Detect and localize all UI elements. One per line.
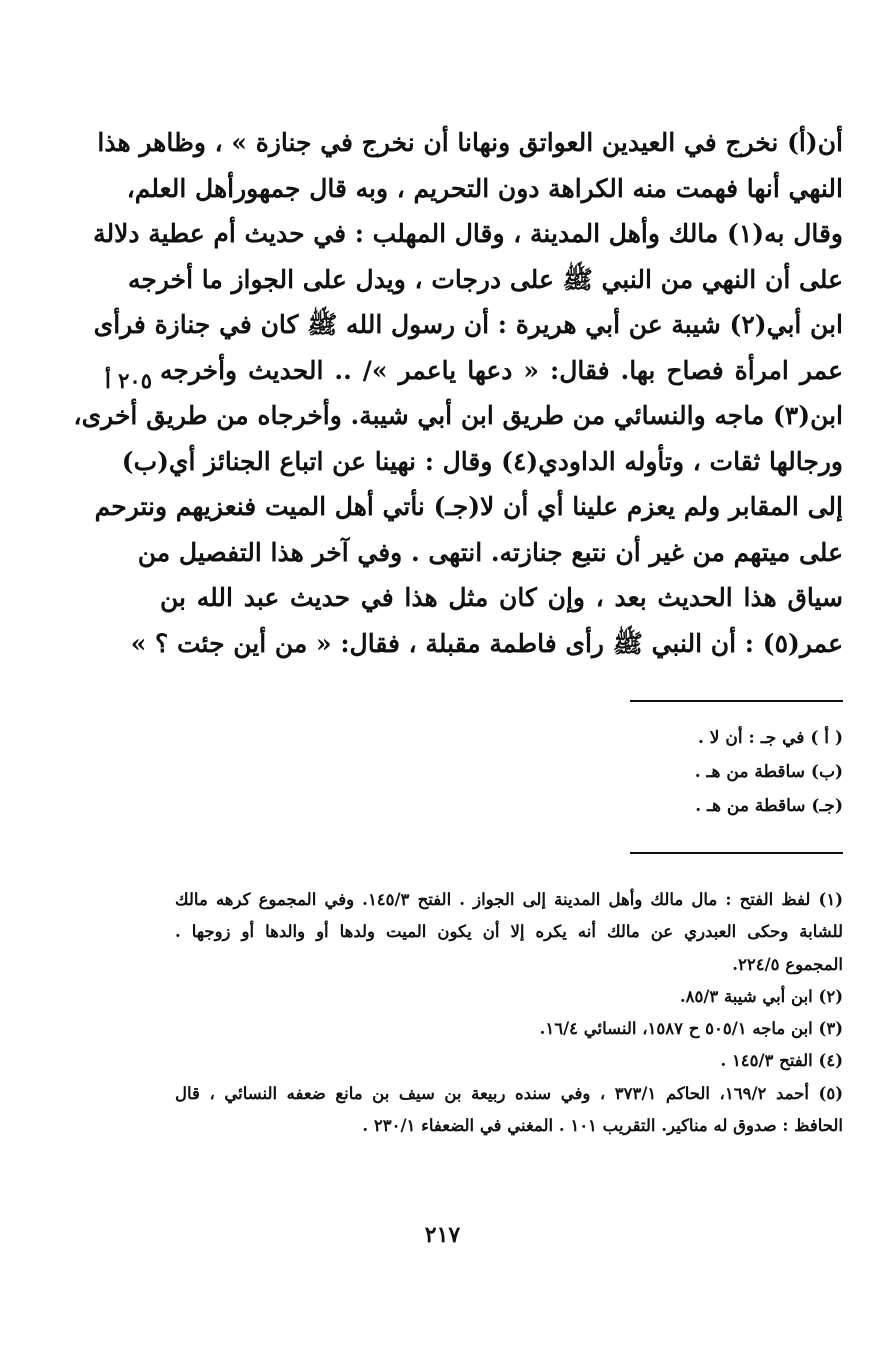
reference-footnote-line: للشابة وحكى العبدري عن مالك أنه يكره إلا أن يكون الميت ولدها أو والدها أو زوجها . (175, 922, 843, 942)
main-text-line: ابن أبي(٢) شيبة عن أبي هريرة : أن رسول الله ﷺ كان في جنازة فرأى (93, 310, 843, 339)
reference-footnotes (175, 884, 843, 1142)
variant-footnote: (ب) ساقطة من هـ . (694, 762, 843, 782)
main-text-line: على أن النهي من النبي ﷺ على درجات ، ويدل على الجواز ما أخرجه (127, 264, 843, 294)
reference-footnote-line: (١) لفظ الفتح : مال مالك وأهل المدينة إلى الجواز . الفتح ١٤٥/٣. وفي المجموع كرهه مالك (175, 890, 843, 909)
reference-footnote-line: (٥) أحمد ١٦٩/٢، الحاكم ٣٧٣/١ ، وفي سنده ربيعة بن سيف بن مانع ضعفه النسائي ، قال (175, 1083, 844, 1103)
main-text-line: ابن(٣) ماجه والنسائي من طريق ابن أبي شيبة. وأخرجاه من طريق أخرى، (73, 401, 843, 430)
variant-footnotes (500, 721, 843, 823)
main-text-line: إلى المقابر ولم يعزم علينا أي أن لا(جـ) نأتي أهل الميت فنعزيهم ونترحم (94, 492, 843, 521)
reference-footnote-line: المجموع ٢٢٤/٥. (732, 954, 843, 974)
main-text-line: عمر(٥) : أن النبي ﷺ رأى فاطمة مقبلة ، فقال: « من أين جئت ؟ » (130, 628, 843, 658)
main-text-line: وقال به(١) مالك وأهل المدينة ، وقال المهلب : في حديث أم عطية دلالة (93, 219, 843, 248)
footnote-divider (630, 852, 843, 854)
reference-footnote-line: (٢) ابن أبي شيبة ٨٥/٣. (679, 986, 843, 1006)
variant-footnote: (جـ) ساقطة من هـ . (695, 796, 843, 816)
reference-footnote-line: الحافظ : صدوق له مناكير. التقريب ١٠١ . المغني في الضعفاء ٢٣٠/١ . (362, 1116, 843, 1136)
main-text-line: سياق هذا الحديث بعد ، وإن كان مثل هذا في حديث عبد الله بن (160, 583, 843, 612)
reference-footnote-line: (٤) الفتح ١٤٥/٣ . (720, 1051, 843, 1071)
footnote-divider (630, 700, 843, 702)
main-text-line: على ميتهم من غير أن نتبع جنازته. انتهى . وفي آخر هذا التفصيل من (137, 537, 843, 567)
main-text-line: أن(أ) نخرج في العيدين العواتق ونهانا أن نخرج في جنازة » ، وظاهر هذا (97, 128, 843, 157)
page-number: ٢١٧ (424, 1222, 461, 1248)
main-text-line: ورجالها ثقات ، وتأوله الداودي(٤) وقال : نهينا عن اتباع الجنائز أي(ب) (121, 446, 843, 476)
reference-footnote-line: (٣) ابن ماجه ٥٠٥/١ ح ١٥٨٧، النسائي ١٦/٤. (539, 1019, 843, 1039)
manuscript-folio-marker: ٢٠٥ أ (105, 368, 152, 393)
main-text-line: النهي أنها فهمت منه الكراهة دون التحريم ، وبه قال جمهورأهل العلم، (126, 173, 843, 203)
variant-footnote: ( أ ) في جـ : أن لا . (697, 728, 843, 748)
main-text-line: عمر امرأة فصاح بها. فقال: « دعها ياعمر »/ .. الحديث وأخرجه (160, 355, 843, 385)
